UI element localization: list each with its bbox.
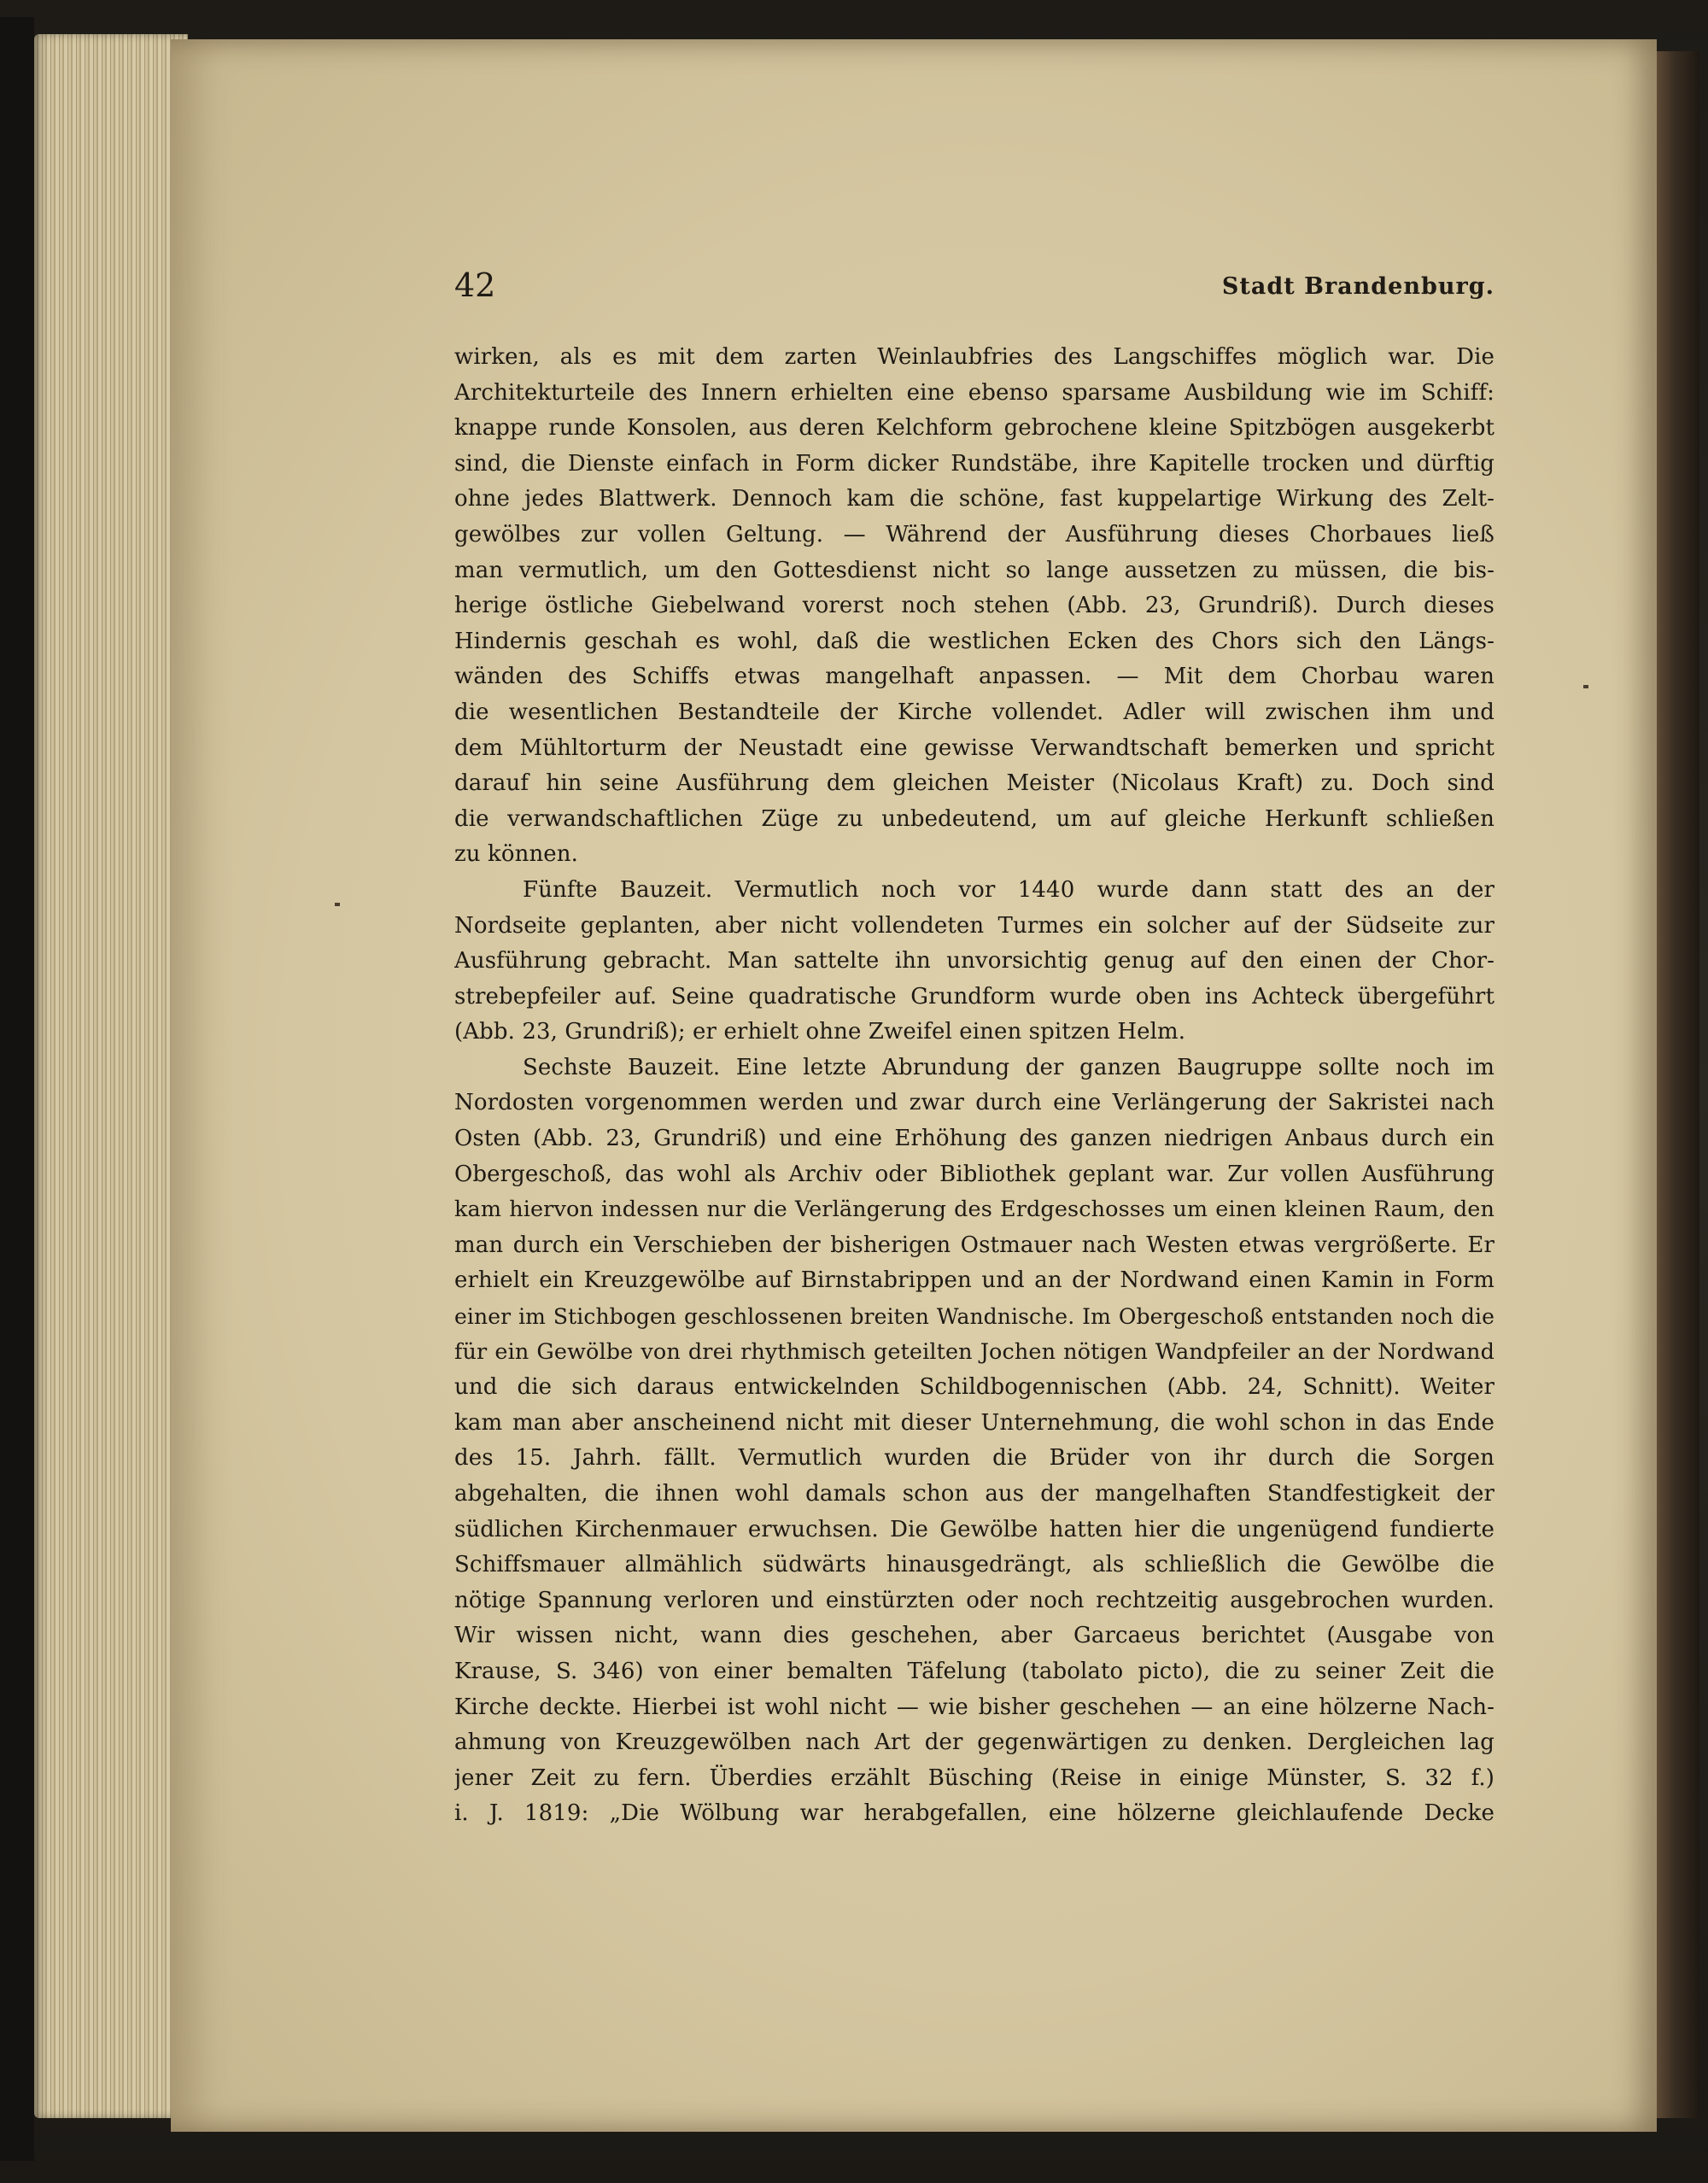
text-line: (Abb. 23, Grundriß); er erhielt ohne Zweifel einen spitzen Helm. — [454, 1019, 1186, 1045]
text-line: i. J. 1819: „Die Wölbung war herabgefallen, eine hölzerne gleichlaufende Decke — [454, 1800, 1494, 1827]
book-cover-left — [0, 17, 34, 2161]
text-line: ahmung von Kreuzgewölben nach Art der gegenwärtigen zu denken. Dergleichen lag — [454, 1729, 1494, 1756]
text-line: einer im Stichbogen geschlossenen breiten Wandnische. Im Obergeschoß entstanden noch die — [454, 1304, 1494, 1330]
text-line: die verwandschaftlichen Züge zu unbedeutend, um auf gleiche Herkunft schließen — [454, 805, 1494, 832]
text-line: Schiffsmauer allmählich südwärts hinausgedrängt, als schließlich die Gewölbe die — [454, 1552, 1494, 1578]
text-line: kam hiervon indessen nur die Verlängerung des Erdgeschosses um einen kleinen Raum, den — [454, 1197, 1494, 1223]
book-gutter-right — [1657, 51, 1699, 2118]
text-line: Obergeschoß, das wohl als Archiv oder Bibliothek geplant war. Zur vollen Ausführung — [454, 1161, 1494, 1187]
text-line: knappe runde Konsolen, aus deren Kelchform gebrochene kleine Spitzbögen ausgekerbt — [454, 415, 1494, 442]
text-line: gewölbes zur vollen Geltung. — Während der Ausführung dieses Chorbaues ließ — [454, 521, 1494, 547]
text-line: ohne jedes Blattwerk. Dennoch kam die schöne, fast kuppelartige Wirkung des Zelt- — [454, 486, 1494, 512]
text-line: wirken, als es mit dem zarten Weinlaubfries des Langschiffes möglich war. Die — [454, 344, 1494, 370]
text-line: Nordosten vorgenommen werden und zwar durch eine Verlängerung der Sakristei nach — [454, 1090, 1494, 1116]
text-line: Hindernis geschah es wohl, daß die westlichen Ecken des Chors sich den Längs- — [454, 628, 1494, 654]
text-line: Krause, S. 346) von einer bemalten Täfelung (tabolato picto), die zu seiner Zeit die — [454, 1658, 1494, 1684]
section-line-sixth-building-period: Sechste Bauzeit. Eine letzte Abrundung der ganzen Baugruppe sollte noch im — [523, 1054, 1494, 1080]
text-line: Kirche deckte. Hierbei ist wohl nicht — wie bisher geschehen — an eine hölzerne Nach- — [454, 1694, 1494, 1720]
scan-speck — [335, 903, 340, 906]
page-number: 42 — [454, 266, 496, 304]
text-line: herige östliche Giebelwand vorerst noch stehen (Abb. 23, Grundriß). Durch dieses — [454, 593, 1494, 619]
text-line: man vermutlich, um den Gottesdienst nicht so lange aussetzen zu müssen, die bis- — [454, 557, 1494, 583]
text-line: zu können. — [454, 841, 579, 868]
text-line: erhielt ein Kreuzgewölbe auf Birnstabrippen und an der Nordwand einen Kamin in Form — [454, 1267, 1494, 1294]
text-line: Nordseite geplanten, aber nicht vollendeten Turmes ein solcher auf der Südseite zur — [454, 912, 1494, 939]
text-line: dem Mühltorturm der Neustadt eine gewisse Verwandtschaft bemerken und spricht — [454, 734, 1494, 761]
section-line-fifth-building-period: Fünfte Bauzeit. Vermutlich noch vor 1440 wurde dann statt des an der — [523, 876, 1494, 903]
text-line: des 15. Jahrh. fällt. Vermutlich wurden die Brüder von ihr durch die Sorgen — [454, 1445, 1494, 1472]
text-line: für ein Gewölbe von drei rhythmisch geteilten Jochen nötigen Wandpfeiler an der Nordwand — [454, 1338, 1494, 1365]
text-line: kam man aber anscheinend nicht mit dieser Unternehmung, die wohl schon in das Ende — [454, 1409, 1494, 1436]
text-line: südlichen Kirchenmauer erwuchsen. Die Gewölbe hatten hier die ungenügend fundierte — [454, 1516, 1494, 1542]
text-line: Ausführung gebracht. Man sattelte ihn unvorsichtig genug auf den einen der Chor- — [454, 948, 1494, 974]
body-text — [454, 340, 1494, 1832]
text-line: nötige Spannung verloren und einstürzten oder noch rechtzeitig ausgebrochen wurden. — [454, 1587, 1494, 1613]
text-line: jener Zeit zu fern. Überdies erzählt Büsching (Reise in einige Münster, S. 32 f.) — [454, 1765, 1494, 1791]
text-line: die wesentlichen Bestandteile der Kirche vollendet. Adler will zwischen ihm und — [454, 699, 1494, 725]
running-title: Stadt Brandenburg. — [1221, 273, 1494, 300]
text-line: darauf hin seine Ausführung dem gleichen Meister (Nicolaus Kraft) zu. Doch sind — [454, 770, 1494, 797]
scan-speck — [1583, 685, 1588, 688]
text-line: Architekturteile des Innern erhielten eine ebenso sparsame Ausbildung wie im Schiff: — [454, 379, 1494, 406]
text-line: wänden des Schiffs etwas mangelhaft anpassen. — Mit dem Chorbau waren — [454, 664, 1494, 690]
text-line: strebepfeiler auf. Seine quadratische Grundform wurde oben ins Achteck übergeführt — [454, 983, 1494, 1010]
text-line: Osten (Abb. 23, Grundriß) und eine Erhöhung des ganzen niedrigen Anbaus durch ein — [454, 1126, 1494, 1152]
page-edges — [34, 34, 188, 2118]
text-line: man durch ein Verschieben der bisherigen Ostmauer nach Westen etwas vergrößerte. Er — [454, 1232, 1494, 1258]
text-line: Wir wissen nicht, wann dies geschehen, aber Garcaeus berichtet (Ausgabe von — [454, 1623, 1494, 1649]
text-line: sind, die Dienste einfach in Form dicker Rundstäbe, ihre Kapitelle trocken und dürftig — [454, 450, 1494, 477]
text-line: abgehalten, die ihnen wohl damals schon aus der mangelhaften Standfestigkeit der — [454, 1481, 1494, 1507]
text-line: und die sich daraus entwickelnden Schildbogennischen (Abb. 24, Schnitt). Weiter — [454, 1374, 1494, 1401]
running-head — [454, 266, 1494, 318]
